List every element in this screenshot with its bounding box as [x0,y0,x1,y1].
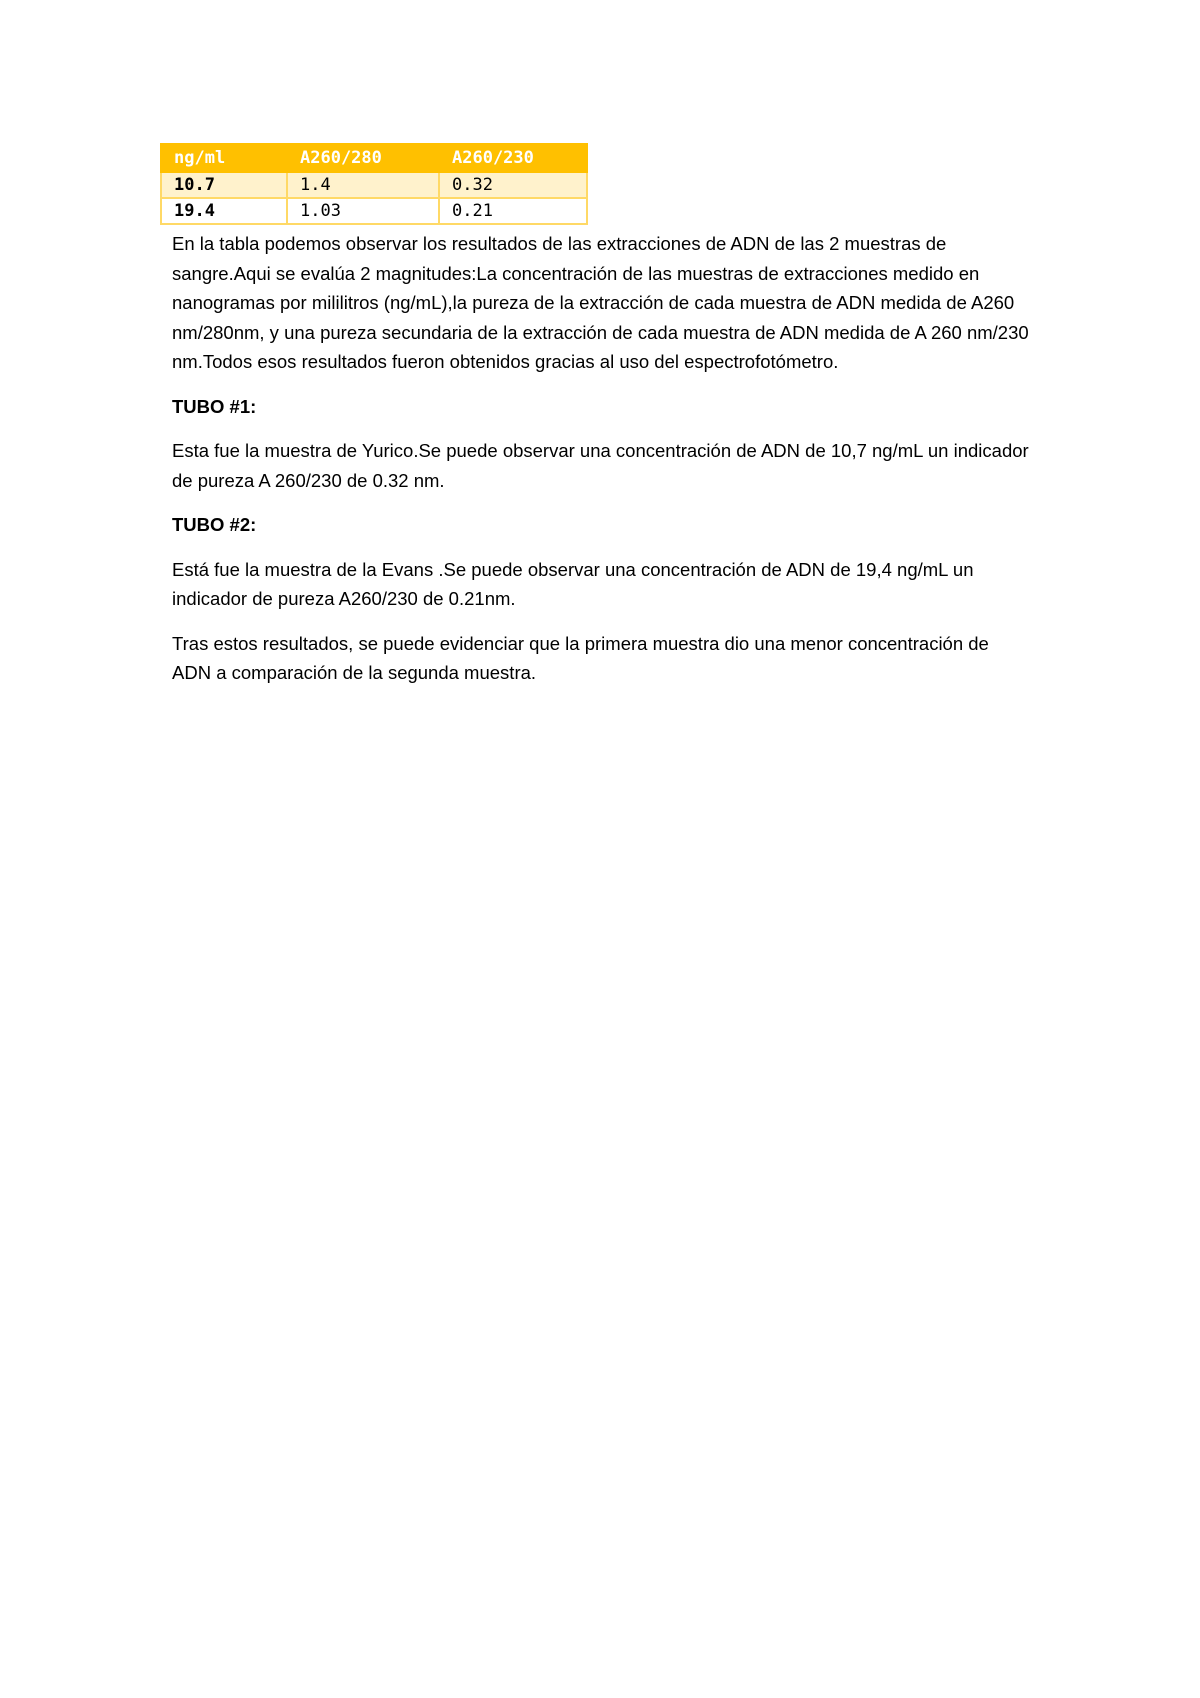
intro-paragraph: En la tabla podemos observar los resultados de las extracciones de ADN de las 2 muestras de sangre.Aqui se evalúa 2 magnitudes:La concentración de las muestras de extracciones medido en nanogramas por mililitros (ng/mL),la pureza de la extracción de cada muestra de ADN medida de A260 nm/280nm, y una pureza secundaria de la extracción de cada muestra de ADN medida de A 260 nm/230 nm.Todos esos resultados fueron obtenidos gracias al uso del espectrofotómetro. [172,233,1029,372]
table-cell: 0.32 [439,172,587,198]
document-content [172,143,1032,688]
table-row [161,198,587,224]
table-row [161,172,587,198]
tubo1-heading: TUBO #1: [172,395,257,417]
table-header-row [161,144,587,172]
tubo2-heading: TUBO #2: [172,514,257,535]
table-cell: 1.03 [287,198,439,224]
table-cell: 0.21 [439,198,587,224]
table-header-cell: A260/280 [287,144,439,172]
table-cell: 10.7 [161,172,287,198]
table-header-cell: A260/230 [439,144,587,172]
conclusion-paragraph: Tras estos resultados, se puede evidenciar que la primera muestra dio una menor concentración de ADN a comparación de la segunda muestra. [172,632,989,683]
tubo1-paragraph: Esta fue la muestra de Yurico.Se puede observar una concentración de ADN de 10,7 ng/mL un indicador de pureza A 260/230 de 0.32 nm. [172,440,1029,491]
table-cell: 19.4 [161,198,287,224]
table-header-cell: ng/ml [161,144,287,172]
results-table [160,143,588,225]
table-cell: 1.4 [287,172,439,198]
tubo2-paragraph: Está fue la muestra de la Evans .Se puede observar una concentración de ADN de 19,4 ng/mL un indicador de pureza A260/230 de 0.21nm. [172,558,974,609]
